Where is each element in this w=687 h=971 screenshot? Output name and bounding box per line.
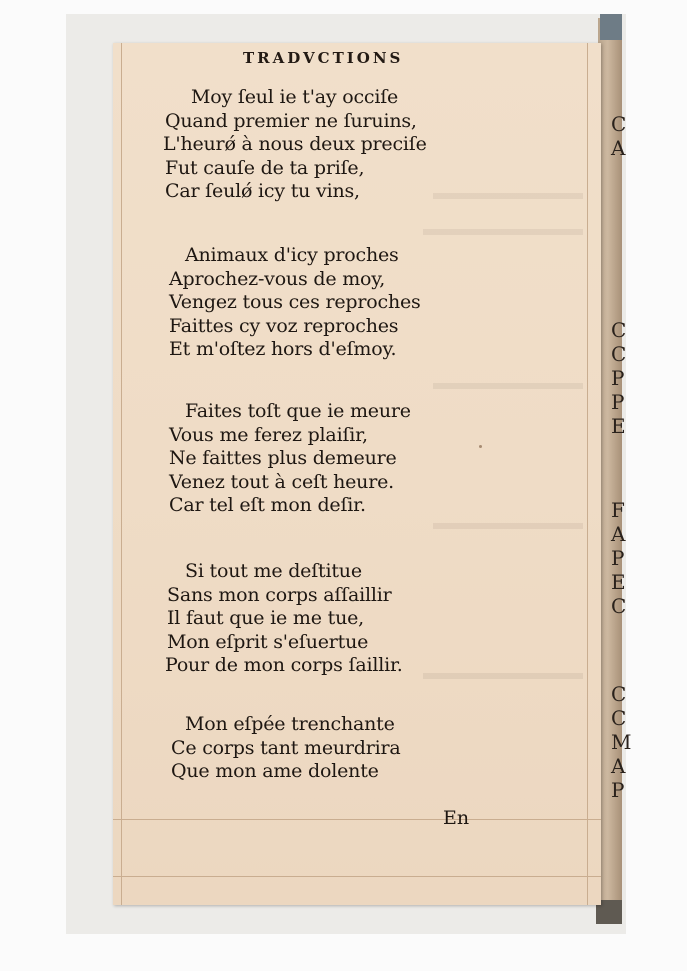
verse-line: Que mon ame dolente	[171, 760, 379, 782]
stanza-1	[113, 86, 583, 204]
verse-line: Vous me ferez plaiſir,	[169, 423, 368, 446]
show-through	[423, 219, 583, 235]
stanza-5	[113, 713, 583, 784]
verse-line: Animaux d'icy proches	[185, 244, 399, 266]
facing-page-fragment: C	[611, 706, 627, 730]
facing-page-fragment: P	[611, 778, 625, 802]
running-head: TRADVCTIONS	[243, 49, 404, 67]
facing-page-fragment: P	[611, 390, 625, 414]
facing-page-fragment: C	[611, 318, 627, 342]
stanza-4	[113, 560, 583, 678]
verse-line: Ce corps tant meurdrira	[171, 736, 401, 759]
verse-line: Quand premier ne ſuruins,	[165, 109, 417, 132]
margin-rule-right	[587, 43, 588, 905]
facing-page-fragment: E	[611, 414, 626, 438]
facing-page-fragment: C	[611, 682, 627, 706]
facing-page-fragment: M	[611, 730, 632, 754]
verse-line: Il faut que ie me tue,	[167, 607, 364, 629]
verse-line: Venez tout à ceſt heure.	[169, 470, 394, 493]
margin-rule-bottom	[113, 876, 601, 877]
verse-line: Sans mon corps aſſaillir	[167, 583, 392, 606]
verse-line: Moy ſeul ie t'ay occiſe	[191, 86, 399, 108]
verse-line: Mon eſpée trenchante	[185, 713, 395, 735]
verse-line: Pour de mon corps ſaillir.	[165, 654, 403, 676]
verse-line: Faittes cy voz reproches	[169, 314, 399, 337]
verse-line: Si tout me deſtitue	[185, 560, 362, 582]
facing-page-fragment: C	[611, 112, 627, 136]
facing-page-fragment: C	[611, 594, 627, 618]
verse-line: Et m'oſtez hors d'eſmoy.	[169, 338, 397, 360]
stanza-2	[113, 244, 583, 362]
facing-page-fragment: C	[611, 342, 627, 366]
show-through	[433, 373, 583, 389]
facing-page-fragment: A	[611, 522, 626, 546]
verse-line: Ne faittes plus demeure	[169, 447, 397, 469]
verse-line: Faites toſt que ie meure	[185, 400, 411, 422]
verse-line: Fut cauſe de ta priſe,	[165, 156, 365, 179]
facing-page-fragment: A	[611, 754, 626, 778]
stanza-3	[113, 400, 583, 518]
verse-line: L'heurǿ à nous deux preciſe	[163, 133, 427, 155]
book-page	[113, 43, 601, 905]
verse-line: Car tel eſt mon deſir.	[169, 494, 366, 516]
catchword: En	[443, 807, 470, 829]
facing-page-fragment: P	[611, 546, 625, 570]
spine-top-cloth	[600, 14, 622, 40]
facing-page-fragment: P	[611, 366, 625, 390]
verse-line: Car ſeulǿ icy tu vins,	[165, 180, 360, 202]
margin-rule-lower	[113, 819, 601, 820]
facing-page-fragment: F	[611, 498, 625, 522]
facing-page-fragment: A	[611, 136, 626, 160]
facing-page-fragment: E	[611, 570, 626, 594]
verse-line: Aprochez-vous de moy,	[169, 267, 386, 290]
verse-line: Mon eſprit s'eſuertue	[167, 630, 369, 653]
verse-line: Vengez tous ces reproches	[169, 291, 421, 313]
